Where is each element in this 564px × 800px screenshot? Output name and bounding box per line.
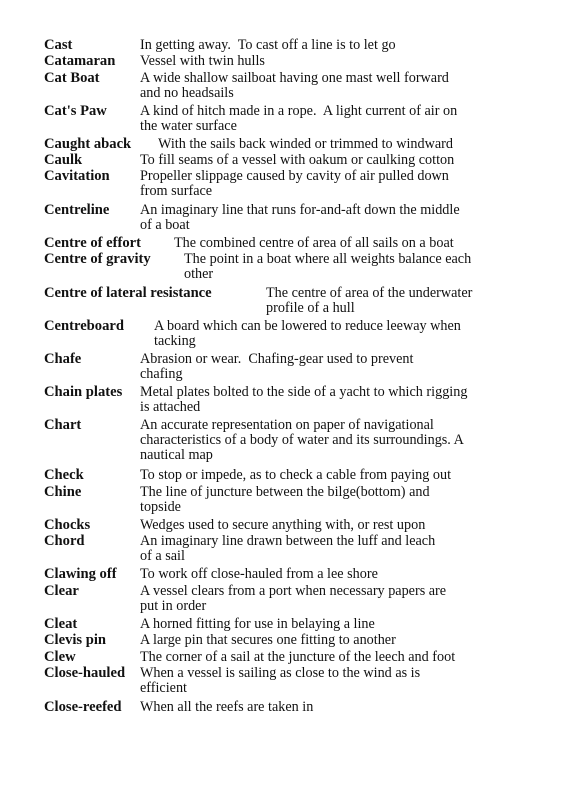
glossary-definition: A horned fitting for use in belaying a line	[140, 616, 375, 632]
glossary-term: Catamaran	[44, 53, 116, 69]
glossary-definition: The centre of area of the underwater profile of a hull	[266, 285, 473, 317]
glossary-term: Clew	[44, 649, 76, 665]
glossary-term: Centre of effort	[44, 235, 141, 251]
glossary-term: Clear	[44, 583, 79, 599]
glossary-term: Chart	[44, 417, 82, 433]
glossary-definition: To work off close-hauled from a lee shore	[140, 566, 378, 582]
glossary-term: Cat Boat	[44, 70, 100, 86]
glossary-definition: With the sails back winded or trimmed to windward	[158, 136, 453, 152]
glossary-term: Centreboard	[44, 318, 124, 334]
glossary-term: Chocks	[44, 517, 91, 533]
glossary-term: Chine	[44, 484, 82, 500]
glossary-term: Caulk	[44, 152, 83, 168]
glossary-definition: When a vessel is sailing as close to the wind as is efficient	[140, 665, 421, 697]
glossary-term: Chain plates	[44, 384, 123, 400]
glossary-term: Check	[44, 467, 84, 483]
glossary-term: Centre of lateral resistance	[44, 285, 212, 301]
glossary-definition: The point in a boat where all weights balance each other	[184, 251, 472, 283]
glossary-definition: A wide shallow sailboat having one mast well forward and no headsails	[140, 70, 449, 102]
glossary-definition: A vessel clears from a port when necessary papers are put in order	[140, 583, 447, 615]
glossary-definition: Metal plates bolted to the side of a yacht to which rigging is attached	[140, 384, 468, 416]
glossary-term: Close-hauled	[44, 665, 126, 681]
glossary-term: Chord	[44, 533, 85, 549]
glossary-term: Cavitation	[44, 168, 110, 184]
glossary-definition: The corner of a sail at the juncture of the leech and foot	[140, 649, 456, 665]
glossary-term: Chafe	[44, 351, 82, 367]
glossary-term: Clawing off	[44, 566, 117, 582]
glossary-definition: A board which can be lowered to reduce leeway when tacking	[154, 318, 461, 350]
glossary-definition: The line of juncture between the bilge(bottom) and topside	[140, 484, 430, 516]
glossary-term: Centre of gravity	[44, 251, 151, 267]
glossary-definition: Vessel with twin hulls	[140, 53, 265, 69]
glossary-definition: To stop or impede, as to check a cable from paying out	[140, 467, 452, 483]
glossary-definition: An imaginary line drawn between the luff and leach of a sail	[140, 533, 436, 565]
glossary-definition: In getting away. To cast off a line is to let go	[140, 37, 396, 53]
glossary-definition: Propeller slippage caused by cavity of air pulled down from surface	[140, 168, 449, 200]
glossary-term: Close-reefed	[44, 699, 122, 715]
glossary-term: Cast	[44, 37, 73, 53]
glossary-term: Centreline	[44, 202, 110, 218]
glossary-definition: An accurate representation on paper of navigational characteristics of a body of water and its surroundings. A nautical map	[140, 417, 464, 464]
glossary-term: Caught aback	[44, 136, 132, 152]
glossary-term: Cat's Paw	[44, 103, 107, 119]
glossary-definition: A large pin that secures one fitting to another	[140, 632, 396, 648]
glossary-definition: A kind of hitch made in a rope. A light current of air on the water surface	[140, 103, 458, 135]
glossary-definition: Abrasion or wear. Chafing-gear used to prevent chafing	[140, 351, 414, 383]
glossary-definition: Wedges used to secure anything with, or rest upon	[140, 517, 426, 533]
glossary-definition: When all the reefs are taken in	[140, 699, 314, 715]
glossary-definition: The combined centre of area of all sails on a boat	[174, 235, 454, 251]
glossary-definition: An imaginary line that runs for-and-aft down the middle of a boat	[140, 202, 460, 234]
glossary-definition: To fill seams of a vessel with oakum or caulking cotton	[140, 152, 455, 168]
glossary-term: Cleat	[44, 616, 78, 632]
glossary-term: Clevis pin	[44, 632, 107, 648]
